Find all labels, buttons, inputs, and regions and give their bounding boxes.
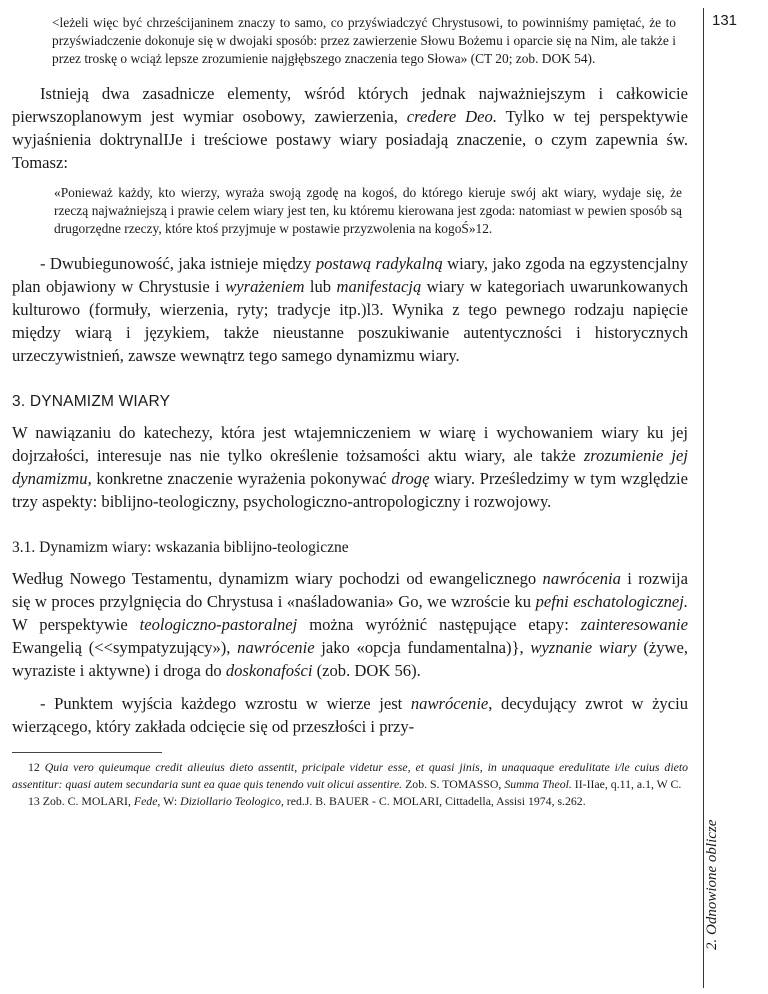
text-run: wiary. Prześledzimy w tym względzie trzy aspekty: biblijno-teologiczny, psychologiczno-antropologiczny i rozwojowy. [12,469,688,511]
footnote-13 [12,793,688,810]
emphasis: nawrócenie [237,638,315,657]
text-run: red.J. B. BAUER - C. MOLARI, Cittadella, Assisi 1974, s.262. [283,794,586,808]
paragraph-elements [12,82,688,174]
page-content [12,14,688,810]
footnote-12 [12,759,688,793]
emphasis: postawą radykalną [315,254,443,273]
emphasis: pefni eschatologicznej. [535,592,688,611]
text-run: Zob. C. MOLARI, [42,794,134,808]
emphasis: zrozumienie jej dynamizmu, [12,446,688,488]
text-run: W: [160,794,181,808]
footnote-number: 13 [28,794,43,808]
emphasis: Diziollario Teologico, [180,794,284,808]
section-heading: 3. DYNAMIZM WIARY [12,393,171,410]
text-run: wiary w kategoriach uwarunkowanych kulturowo (formuły, wierzenia, ryty; tradycje itp.)l3. Wynika z tego pewnego rodzaju napięcie między wiarą i językiem, także nieustanne poszukiwanie autentyczności i historycznych urzeczywistnień, zawsze wewnątrz tego samego dynamizmu wiary. [12,277,688,365]
emphasis: Quia vero quieumque credit alieuius dieto assentit, pricipale videtur esse, et quasi jinis, in unaquaque eredulitate i/le cuius dieto assentitur: quasi autem secundaria sunt ea quae quis tenendo vuit olicui assentire. [12,760,689,791]
quote-ct20: <leżeli więc być chrześcijaninem znaczy to samo, co przyświadczyć Chrystusowi, to powinniśmy pamiętać, że to przyświadczenie dokonuje się w dwojaki sposób: przez zawierzenie Słowu Bożemu i oparcie się na Nim, ale także i przez troskę o wciąż lepsze zrozumienie najgłębszego znaczenia tego Słowa» (CT 20; zob. DOK 54). [52,15,676,66]
emphasis: wyrażeniem [225,277,305,296]
subsection-heading: 3.1. Dynamizm wiary: wskazania biblijno-teologiczne [12,539,349,556]
text-run: Ewangelią (<<sympatyzujący»), [12,638,238,657]
paragraph-bipolarity [12,252,688,367]
text-run: Według Nowego Testamentu, dynamizm wiary pochodzi od ewangelicznego [12,569,543,588]
text-run: Zob. S. TOMASSO, [402,777,505,791]
emphasis: teologiczno-pastoralnej [139,615,298,634]
text-run: konkretne znaczenie wyrażenia pokonywać [91,469,392,488]
page-number: 131 [712,12,738,29]
text-run: lub [304,277,337,296]
text-run: Istnieją dwa zasadnicze elementy, wśród których jednak najważniejszym i całkowicie pierwszoplanowym jest wymiar osobowy, zawierzenia, [12,84,688,126]
emphasis: nawrócenie, [410,694,493,713]
footnote-number: 12 [28,760,45,774]
text-run: (zob. DOK 56). [312,661,421,680]
text-run: - Dwubiegunowość, jaka istnieje między [40,254,316,273]
emphasis: nawrócenia [542,569,621,588]
text-run: Tylko w tej perspektywie wyjaśnienia doktrynalIJe i treściowe postawy wiary posiadają znaczenie, o czym zapewnia św. Tomasz: [12,107,688,172]
quote-thomas: «Ponieważ każdy, kto wierzy, wyraża swoją zgodę na kogoś, do którego kieruje swój akt wiary, wydaje się, że rzeczą najważniejszą i prawie celem wiary jest ten, ku któremu kierowana jest zgoda: natomiast w pewien sposób są drugorzędne rzeczy, które ktoś przyjmuje w postawie przyzwolenia na kogoŚ»12. [54,185,682,236]
emphasis: wyznanie wiary [530,638,637,657]
paragraph-new-testament [12,567,688,682]
text-run: (żywe, wyraziste i aktywne) i droga do [12,638,688,680]
text-run: - Punktem wyjścia każdego wzrostu w wierze jest [40,694,411,713]
emphasis: zainteresowanie [580,615,688,634]
text-run: decydujący zwrot w życiu wierzącego, który zakłada odcięcie się od przeszłości i przy- [12,694,688,736]
emphasis: Summa Theol. [504,777,572,791]
text-run: wiary, jako zgoda na egzystencjalny plan objawiony w Chrystusie i [12,254,688,296]
emphasis: doskonafości [225,661,313,680]
paragraph-conversion [12,692,688,738]
emphasis: credere Deo. [406,107,497,126]
text-run: i rozwija się w proces przylgnięcia do Chrystusa i «naśladowania» Go, we wzroście ku [12,569,688,611]
text-run: W perspektywie [12,615,140,634]
text-run: jako «opcja fundamentalna)}, [314,638,531,657]
text-run: można wyróżnić następujące etapy: [297,615,581,634]
emphasis: drogę [391,469,430,488]
footnote-separator [12,752,162,753]
emphasis: manifestacją [336,277,422,296]
emphasis: Fede, [133,794,161,808]
text-run: W nawiązaniu do katechezy, która jest wtajemniczeniem w wiarę i wychowaniem wiary ku jej dojrzałości, interesuje nas nie tylko określenie tożsamości aktu wiary, ale także [12,423,688,465]
text-run: II-IIae, q.11, a.1, W C. [571,777,682,791]
running-title: 2. Odnowione oblicze [704,819,720,950]
paragraph-dynamism [12,421,688,513]
